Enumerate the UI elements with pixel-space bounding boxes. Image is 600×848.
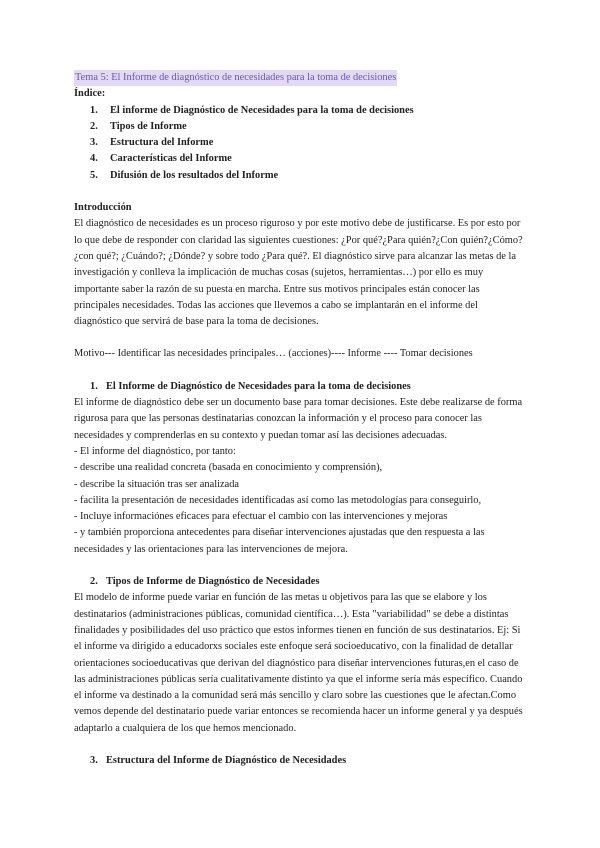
flow-line: Motivo--- Identificar las necesidades principales… (acciones)---- Informe ---- Tomar decisiones [74, 348, 473, 360]
section1-bullet: - describe la situación tras ser analizada [74, 478, 240, 490]
section1-bullet: - facilita la presentación de necesidades identificadas así como las metodologías para conseguirlo, [74, 494, 482, 506]
section3-heading: 3. Estructura del Informe de Diagnóstico de Necesidades [90, 754, 347, 766]
section2-paragraph: El modelo de informe puede variar en función de las metas u objetivos para las que se elabore y los destinatarios (administraciones públicas, comunidad científica…). Esta "variabilidad" se debe a distintas finalidades y posibilidades del uso práctico que estos informes tienen en función de sus destinatarios. Ej: Si el informe va dirigido a educadorxs sociales este enfoque será socioeducativo, con la finalidad de detallar orientaciones socioeducativas que derivan del diagnóstico para diseñar intervenciones futuras,en el caso de las administraciones públicas sería cualitativamente distinto ya que el informe sería más específico. Cuando el informe va destinado a la comunidad será más sencillo y claro sobre las cuestiones que le afectan.Como vemos depende del destinatario puede variar entonces se recomienda hacer un informe general y ya después adaptarlo a cualquiera de los que hemos mencionado. [74, 592, 523, 734]
section1-bullet: - El informe del diagnóstico, por tanto: [74, 445, 236, 457]
index-item: 2. Tipos de Informe [90, 120, 187, 132]
intro-paragraph: El diagnóstico de necesidades es un proceso riguroso y por este motivo debe de justificarse. Es por esto por lo que debe de responder con claridad las siguientes cuestiones: ¿Por qué?¿Para quién?¿Con quién?¿Cómo?¿con qué?; ¿Cuándo?; ¿Dónde? y sobre todo ¿Para qué?. El diagnóstico sirve para alcanzar las metas de la investigación y conlleva la implicación de muchas cosas (sujetos, herramientas…) por ello es muy importante saber la razón de su puesta en marcha. Entre sus motivos principales están conocer las principales necesidades. Todas las acciones que llevemos a cabo se implantarán en el informe del diagnóstico que servirá de base para la toma de decisiones. [74, 218, 523, 328]
document-title: Tema 5: El Informe de diagnóstico de necesidades para la toma de decisiones [74, 70, 397, 86]
section1-bullet: - y también proporciona antecedentes para diseñar intervenciones ajustadas que den respuesta a las necesidades y las orientaciones para las intervenciones de mejora. [74, 527, 485, 555]
section2-heading: 2. Tipos de Informe de Diagnóstico de Necesidades [90, 576, 320, 588]
section1-bullet: - Incluye informaciónes eficaces para efectuar el cambio con las intervenciones y mejoras [74, 511, 448, 523]
section1-heading: 1. El Informe de Diagnóstico de Necesidades para la toma de decisiones [90, 380, 411, 392]
index-label: Índice: [74, 88, 106, 100]
index-item: 1. El informe de Diagnóstico de Necesidades para la toma de decisiones [90, 104, 414, 116]
index-item: 5. Difusión de los resultados del Informe [90, 169, 279, 181]
section1-paragraph: El informe de diagnóstico debe ser un documento base para tomar decisiones. Este debe realizarse de forma rigurosa para que las personas destinatarias conozcan la información y el proceso para conocer las necesidades y comprenderlas en su contexto y puedan tomar así las decisiones adecuadas. [74, 397, 523, 441]
index-item: 3. Estructura del Informe [90, 137, 214, 149]
index-list [74, 103, 526, 184]
intro-heading: Introducción [74, 202, 132, 214]
index-item: 4. Características del Informe [90, 153, 232, 165]
section1-bullet: - describe una realidad concreta (basada en conocimiento y comprensión), [74, 462, 383, 474]
